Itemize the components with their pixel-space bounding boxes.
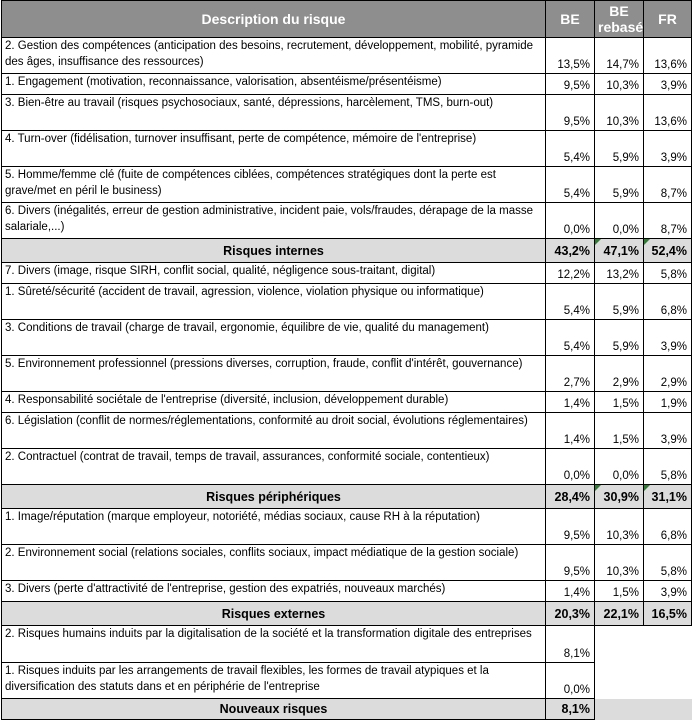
table-row [2, 320, 692, 356]
table-row [2, 545, 692, 581]
value-fr: 8,7% [644, 203, 692, 239]
value-be: 9,5% [546, 95, 595, 131]
table-row [2, 95, 692, 131]
value-be: 1,4% [546, 581, 595, 602]
risk-description: 3. Conditions de travail (charge de travail, ergonomie, équilibre de vie, qualité du management) [2, 320, 546, 356]
value-be-rebase: 0,0% [595, 449, 644, 485]
header-description: Description du risque [2, 1, 546, 38]
value-be-rebase: 10,3% [595, 545, 644, 581]
risk-description: 1. Image/réputation (marque employeur, notoriété, médias sociaux, cause RH à la réputation) [2, 509, 546, 545]
risk-description: 2. Contractuel (contrat de travail, temps de travail, assurances, conformité sociale, contentieux) [2, 449, 546, 485]
risk-description: 2. Risques humains induits par la digitalisation de la société et la transformation digitale des entreprises [2, 626, 546, 663]
value-be: 12,2% [546, 263, 595, 284]
value-be: 0,0% [546, 449, 595, 485]
table-row [2, 167, 692, 203]
value-be-rebase: 10,3% [595, 509, 644, 545]
value-fr: 6,8% [644, 284, 692, 320]
value-be: 9,5% [546, 545, 595, 581]
value-fr: 5,8% [644, 545, 692, 581]
value-fr: 3,9% [644, 74, 692, 95]
subtotal-be-rebase: 30,9% [595, 485, 644, 509]
header-be: BE [546, 1, 595, 38]
subtotal-row [2, 699, 692, 720]
risk-description: 4. Turn-over (fidélisation, turnover insuffisant, perte de compétence, mémoire de l'entreprise) [2, 131, 546, 167]
subtotal-row [2, 485, 692, 509]
value-be: 9,5% [546, 509, 595, 545]
table-row [2, 509, 692, 545]
subtotal-label: Risques internes [2, 239, 546, 263]
table-row [2, 131, 692, 167]
table-row [2, 38, 692, 74]
value-be-rebase: 1,5% [595, 581, 644, 602]
subtotal-label: Risques périphériques [2, 485, 546, 509]
risk-description: 6. Divers (inégalités, erreur de gestion administrative, incident paie, vols/fraudes, dérapage de la masse salariale,...) [2, 203, 546, 239]
subtotal-fr: 31,1% [644, 485, 692, 509]
risk-description: 3. Divers (perte d'attractivité de l'entreprise, gestion des expatriés, nouveaux marchés) [2, 581, 546, 602]
subtotal-fr: 52,4% [644, 239, 692, 263]
table-row [2, 663, 692, 699]
risk-description: 5. Homme/femme clé (fuite de compétences ciblées, compétences stratégiques dont la perte est grave/met en péril le business) [2, 167, 546, 203]
subtotal-be: 20,3% [546, 602, 595, 626]
value-fr: 13,6% [644, 38, 692, 74]
risk-description: 4. Responsabilité sociétale de l'entreprise (diversité, inclusion, développement durable) [2, 392, 546, 413]
value-fr: 5,8% [644, 449, 692, 485]
value-be-rebase: 5,9% [595, 131, 644, 167]
value-be: 5,4% [546, 284, 595, 320]
value-be-rebase: 0,0% [595, 203, 644, 239]
risk-description: 6. Législation (conflit de normes/réglementations, conformité au droit social, évolutions réglementaires) [2, 413, 546, 449]
subtotal-row [2, 602, 692, 626]
table-row [2, 392, 692, 413]
risk-description: 1. Risques induits par les arrangements de travail flexibles, les formes de travail atypiques et la diversification des statuts dans et en périphérie de l'entreprise [2, 663, 546, 699]
value-be: 1,4% [546, 392, 595, 413]
value-be: 0,0% [546, 203, 595, 239]
empty-cell [595, 699, 692, 720]
value-be: 5,4% [546, 131, 595, 167]
value-be-rebase: 5,9% [595, 167, 644, 203]
value-fr: 3,9% [644, 413, 692, 449]
value-be-rebase: 1,5% [595, 413, 644, 449]
value-fr: 2,9% [644, 356, 692, 392]
risk-description: 1. Engagement (motivation, reconnaissance, valorisation, absentéisme/présentéisme) [2, 74, 546, 95]
risk-description: 1. Sûreté/sécurité (accident de travail, agression, violence, violation physique ou informatique) [2, 284, 546, 320]
value-fr: 5,8% [644, 263, 692, 284]
value-be: 9,5% [546, 74, 595, 95]
value-be-rebase: 5,9% [595, 320, 644, 356]
risk-description: 3. Bien-être au travail (risques psychosociaux, santé, dépressions, harcèlement, TMS, burn-out) [2, 95, 546, 131]
risk-description: 2. Environnement social (relations sociales, conflits sociaux, impact médiatique de la gestion sociale) [2, 545, 546, 581]
value-fr: 6,8% [644, 509, 692, 545]
table-row [2, 626, 692, 663]
value-be-rebase: 10,3% [595, 74, 644, 95]
value-be: 0,0% [546, 663, 595, 699]
risk-description: 7. Divers (image, risque SIRH, conflit social, qualité, négligence sous-traitant, digital) [2, 263, 546, 284]
table-row [2, 449, 692, 485]
value-fr: 13,6% [644, 95, 692, 131]
value-fr: 3,9% [644, 131, 692, 167]
value-be: 5,4% [546, 167, 595, 203]
value-be-rebase: 13,2% [595, 263, 644, 284]
value-fr: 8,7% [644, 167, 692, 203]
subtotal-be: 28,4% [546, 485, 595, 509]
table-row [2, 413, 692, 449]
subtotal-label: Risques externes [2, 602, 546, 626]
value-be: 13,5% [546, 38, 595, 74]
table-row [2, 581, 692, 602]
value-be-rebase: 2,9% [595, 356, 644, 392]
header-be-rebase: BE rebasé [595, 1, 644, 38]
subtotal-label: Nouveaux risques [2, 699, 546, 720]
value-be: 5,4% [546, 320, 595, 356]
subtotal-be: 8,1% [546, 699, 595, 720]
subtotal-be-rebase: 47,1% [595, 239, 644, 263]
risk-table [1, 0, 692, 720]
value-fr: 3,9% [644, 581, 692, 602]
risk-description: 5. Environnement professionnel (pressions diverses, corruption, fraude, conflit d'intérêt, gouvernance) [2, 356, 546, 392]
table-row [2, 203, 692, 239]
table-row [2, 284, 692, 320]
value-be: 1,4% [546, 413, 595, 449]
value-fr: 3,9% [644, 320, 692, 356]
subtotal-be: 43,2% [546, 239, 595, 263]
value-be-rebase: 10,3% [595, 95, 644, 131]
table-row [2, 263, 692, 284]
table-row [2, 74, 692, 95]
value-be-rebase: 1,5% [595, 392, 644, 413]
value-be: 8,1% [546, 626, 595, 663]
subtotal-row [2, 239, 692, 263]
value-fr: 1,9% [644, 392, 692, 413]
empty-cell [595, 663, 692, 699]
value-be-rebase: 5,9% [595, 284, 644, 320]
risk-description: 2. Gestion des compétences (anticipation des besoins, recrutement, développement, mobilité, pyramide des âges, insuffisance des ressources) [2, 38, 546, 74]
header-fr: FR [644, 1, 692, 38]
value-be: 2,7% [546, 356, 595, 392]
value-be-rebase: 14,7% [595, 38, 644, 74]
empty-cell [595, 626, 692, 663]
subtotal-fr: 16,5% [644, 602, 692, 626]
table-row [2, 356, 692, 392]
subtotal-be-rebase: 22,1% [595, 602, 644, 626]
